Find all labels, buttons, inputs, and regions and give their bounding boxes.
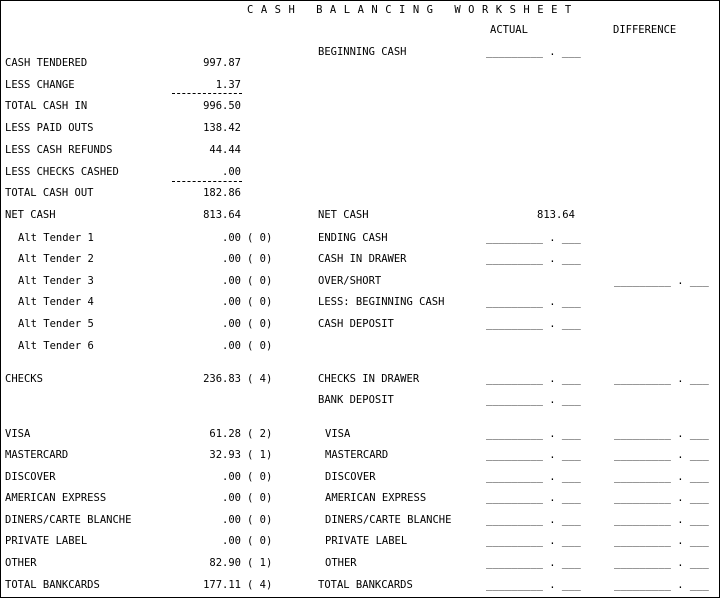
diners-carte-blanche-count: ( 0): [247, 514, 273, 526]
alt-tender-1-value: .00: [222, 232, 241, 244]
visa-difference-blank: _________ . ___: [614, 428, 709, 440]
private-label-actual-blank: _________ . ___: [486, 535, 581, 547]
less-checks-cashed-label: LESS CHECKS CASHED: [5, 166, 119, 178]
alt-tender-2-value: .00: [222, 253, 241, 265]
visa-count: ( 2): [247, 428, 273, 440]
bank-deposit-label: BANK DEPOSIT: [318, 394, 394, 406]
private-label-value: .00: [222, 535, 241, 547]
alt-tender-4-label: Alt Tender 4: [18, 296, 94, 308]
cash-tendered-value: 997.87: [203, 57, 241, 69]
cash-tendered-label: CASH TENDERED: [5, 57, 88, 69]
total-bankcards-count: ( 4): [247, 579, 273, 591]
private-label-difference-blank: _________ . ___: [614, 535, 709, 547]
alt-tender-3-label: Alt Tender 3: [18, 275, 94, 287]
right-private-label-label: PRIVATE LABEL: [325, 535, 408, 547]
beginning-cash-label: BEGINNING CASH: [318, 46, 407, 58]
alt-tender-3-count: ( 0): [247, 275, 273, 287]
alt-tender-2-count: ( 0): [247, 253, 273, 265]
ending-cash-actual-blank: _________ . ___: [486, 232, 581, 244]
subtotal-rule: [172, 93, 242, 94]
less-paid-outs-label: LESS PAID OUTS: [5, 122, 94, 134]
american-express-value: .00: [222, 492, 241, 504]
right-mastercard-label: MASTERCARD: [325, 449, 389, 461]
visa-value: 61.28: [209, 428, 241, 440]
right-discover-label: DISCOVER: [325, 471, 376, 483]
total-bankcards-actual-blank: _________ . ___: [486, 579, 581, 591]
diners-carte-blanche-difference-blank: _________ . ___: [614, 514, 709, 526]
checks-in-drawer-difference-blank: _________ . ___: [614, 373, 709, 385]
alt-tender-6-label: Alt Tender 6: [18, 340, 94, 352]
subtotal-rule: [172, 181, 242, 182]
alt-tender-5-value: .00: [222, 318, 241, 330]
discover-label: DISCOVER: [5, 471, 56, 483]
less-paid-outs-value: 138.42: [203, 122, 241, 134]
other-label: OTHER: [5, 557, 37, 569]
checks-value: 236.83: [203, 373, 241, 385]
alt-tender-4-value: .00: [222, 296, 241, 308]
american-express-actual-blank: _________ . ___: [486, 492, 581, 504]
right-other-label: OTHER: [325, 557, 357, 569]
total-cash-in-value: 996.50: [203, 100, 241, 112]
discover-count: ( 0): [247, 471, 273, 483]
right-net-cash-label: NET CASH: [318, 209, 369, 221]
cash-deposit-label: CASH DEPOSIT: [318, 318, 394, 330]
checks-label: CHECKS: [5, 373, 43, 385]
net-cash-value: 813.64: [203, 209, 241, 221]
total-cash-out-value: 182.86: [203, 187, 241, 199]
cash-deposit-actual-blank: _________ . ___: [486, 318, 581, 330]
right-american-express-label: AMERICAN EXPRESS: [325, 492, 427, 504]
over-short-label: OVER/SHORT: [318, 275, 382, 287]
beginning-cash-actual-blank: _________ . ___: [486, 46, 581, 58]
discover-difference-blank: _________ . ___: [614, 471, 709, 483]
total-cash-in-label: TOTAL CASH IN: [5, 100, 88, 112]
alt-tender-5-count: ( 0): [247, 318, 273, 330]
diners-carte-blanche-actual-blank: _________ . ___: [486, 514, 581, 526]
visa-label: VISA: [5, 428, 31, 440]
mastercard-count: ( 1): [247, 449, 273, 461]
over-short-difference-blank: _________ . ___: [614, 275, 709, 287]
less-change-label: LESS CHANGE: [5, 79, 75, 91]
alt-tender-6-value: .00: [222, 340, 241, 352]
checks-in-drawer-actual-blank: _________ . ___: [486, 373, 581, 385]
diners-carte-blanche-value: .00: [222, 514, 241, 526]
private-label-count: ( 0): [247, 535, 273, 547]
net-cash-label: NET CASH: [5, 209, 56, 221]
right-visa-label: VISA: [325, 428, 351, 440]
worksheet-title: CASH BALANCING WORKSHEET: [247, 4, 579, 16]
diners-carte-blanche-label: DINERS/CARTE BLANCHE: [5, 514, 132, 526]
less-checks-cashed-value: .00: [222, 166, 241, 178]
total-bankcards-label: TOTAL BANKCARDS: [5, 579, 100, 591]
mastercard-value: 32.93: [209, 449, 241, 461]
alt-tender-4-count: ( 0): [247, 296, 273, 308]
alt-tender-3-value: .00: [222, 275, 241, 287]
mastercard-actual-blank: _________ . ___: [486, 449, 581, 461]
alt-tender-6-count: ( 0): [247, 340, 273, 352]
visa-actual-blank: _________ . ___: [486, 428, 581, 440]
alt-tender-2-label: Alt Tender 2: [18, 253, 94, 265]
less-change-value: 1.37: [215, 79, 241, 91]
less-beginning-cash-actual-blank: _________ . ___: [486, 296, 581, 308]
total-bankcards-difference-blank: _________ . ___: [614, 579, 709, 591]
cash-in-drawer-actual-blank: _________ . ___: [486, 253, 581, 265]
actual-column-header: ACTUAL: [490, 24, 528, 36]
alt-tender-1-count: ( 0): [247, 232, 273, 244]
american-express-label: AMERICAN EXPRESS: [5, 492, 107, 504]
other-difference-blank: _________ . ___: [614, 557, 709, 569]
alt-tender-5-label: Alt Tender 5: [18, 318, 94, 330]
right-total-bankcards-label: TOTAL BANKCARDS: [318, 579, 413, 591]
total-cash-out-label: TOTAL CASH OUT: [5, 187, 94, 199]
other-actual-blank: _________ . ___: [486, 557, 581, 569]
mastercard-label: MASTERCARD: [5, 449, 69, 461]
difference-column-header: DIFFERENCE: [613, 24, 677, 36]
other-value: 82.90: [209, 557, 241, 569]
ending-cash-label: ENDING CASH: [318, 232, 388, 244]
less-cash-refunds-value: 44.44: [209, 144, 241, 156]
american-express-count: ( 0): [247, 492, 273, 504]
total-bankcards-value: 177.11: [203, 579, 241, 591]
less-beginning-cash-label: LESS: BEGINNING CASH: [318, 296, 445, 308]
right-diners-carte-blanche-label: DINERS/CARTE BLANCHE: [325, 514, 452, 526]
less-cash-refunds-label: LESS CASH REFUNDS: [5, 144, 113, 156]
private-label-label: PRIVATE LABEL: [5, 535, 88, 547]
discover-actual-blank: _________ . ___: [486, 471, 581, 483]
cash-in-drawer-label: CASH IN DRAWER: [318, 253, 407, 265]
discover-value: .00: [222, 471, 241, 483]
right-net-cash-value: 813.64: [537, 209, 575, 221]
bank-deposit-actual-blank: _________ . ___: [486, 394, 581, 406]
alt-tender-1-label: Alt Tender 1: [18, 232, 94, 244]
american-express-difference-blank: _________ . ___: [614, 492, 709, 504]
other-count: ( 1): [247, 557, 273, 569]
mastercard-difference-blank: _________ . ___: [614, 449, 709, 461]
checks-in-drawer-label: CHECKS IN DRAWER: [318, 373, 420, 385]
checks-count: ( 4): [247, 373, 273, 385]
